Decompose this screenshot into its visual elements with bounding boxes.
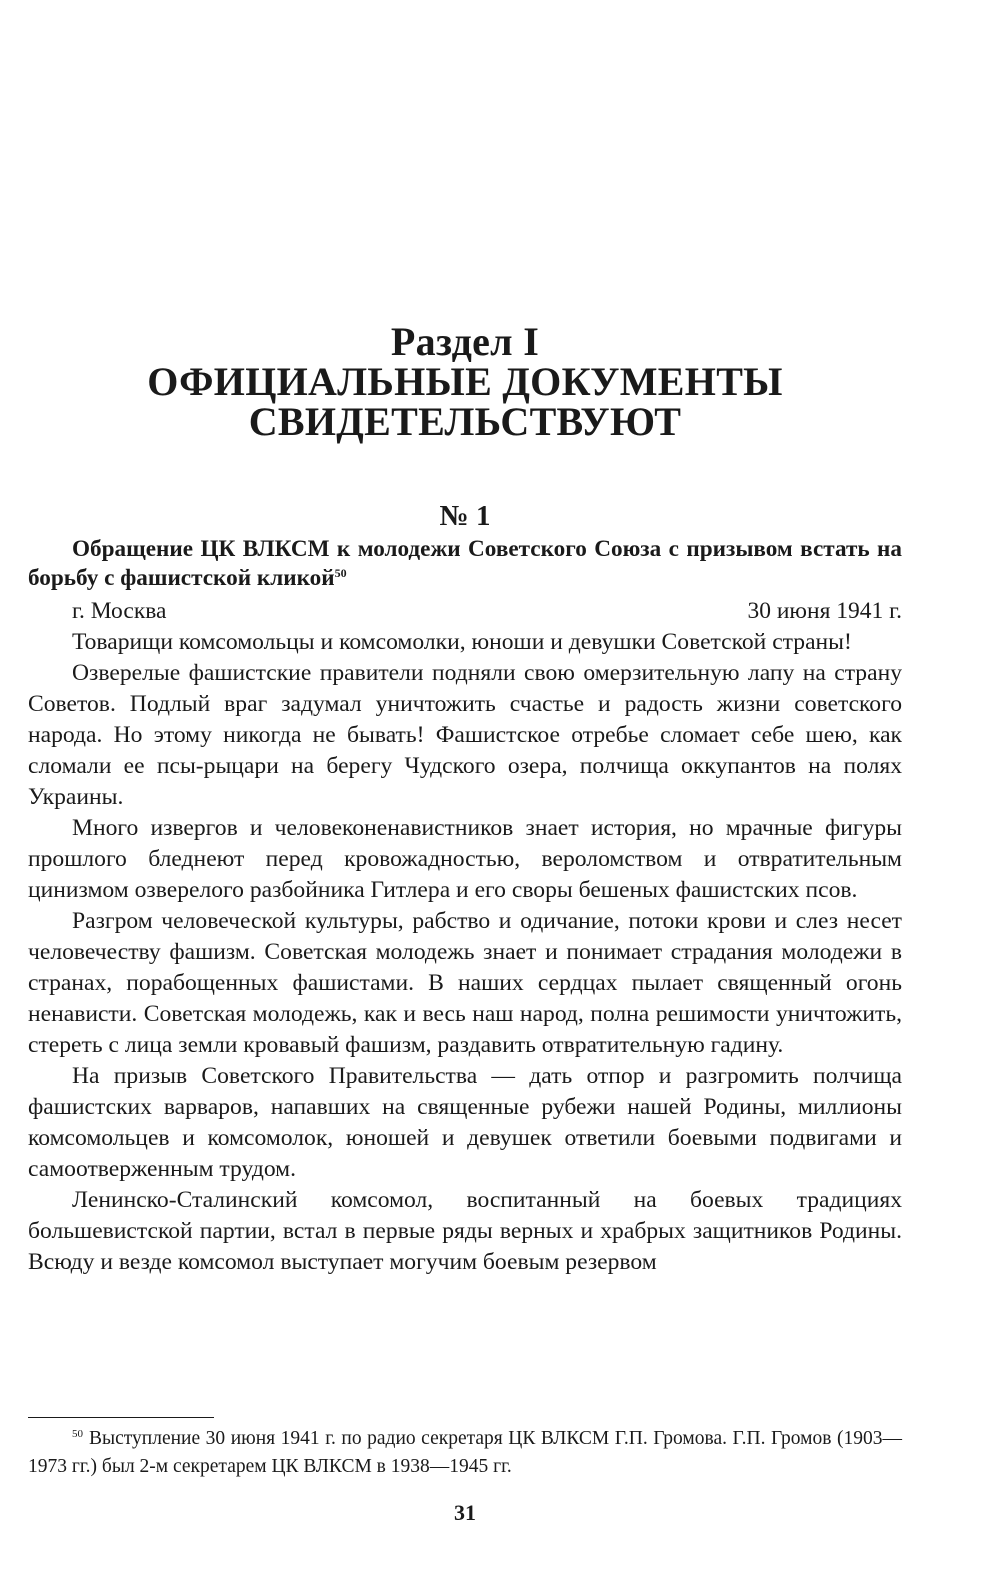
body-paragraph: Товарищи комсомольцы и комсомолки, юноши и девушки Советской страны! bbox=[72, 629, 852, 655]
section-heading bbox=[28, 319, 902, 444]
body-paragraph: Ленинско-Сталинский комсомол, воспитанный на боевых традициях большевистской партии, встал в первые ряды верных и храбрых защитников Родины. Всюду и везде комсомол выступает могучим боевым резервом bbox=[28, 1187, 902, 1275]
section-title-line-2: СВИДЕТЕЛЬСТВУЮТ bbox=[248, 399, 682, 444]
section-title-line-1: ОФИЦИАЛЬНЫЕ ДОКУМЕНТЫ bbox=[147, 359, 783, 404]
footnote bbox=[28, 1425, 902, 1481]
document-body bbox=[28, 627, 902, 1278]
document-place: г. Москва bbox=[72, 598, 167, 624]
footnote-divider bbox=[28, 1417, 214, 1418]
page-number: 31 bbox=[454, 1500, 476, 1525]
body-paragraph: На призыв Советского Правительства — дать отпор и разгромить полчища фашистских варваров, напавших на священные рубежи нашей Родины, миллионы комсомольцев и комсомолок, юношей и девушек ответили боевыми подвигами и самоотверженным трудом. bbox=[28, 1063, 902, 1182]
document-title bbox=[28, 535, 902, 593]
document-number: № 1 bbox=[439, 500, 491, 532]
document-place-date bbox=[72, 596, 902, 626]
document-date: 30 июня 1941 г. bbox=[747, 598, 902, 624]
section-label: Раздел I bbox=[390, 319, 540, 364]
book-page bbox=[28, 0, 902, 1574]
footnote-marker: 50 bbox=[72, 1428, 83, 1440]
body-paragraph: Разгром человеческой культуры, рабство и одичание, потоки крови и слез несет человечеству фашизм. Советская молодежь знает и понимает страдания молодежи в странах, порабощенных фашистами. В наших сердцах пылает священный огонь ненависти. Советская молодежь, как и весь наш народ, полна решимости уничтожить, стереть с лица земли кровавый фашизм, раздавить отвратительную гадину. bbox=[28, 908, 902, 1058]
body-paragraph: Озверелые фашистские правители подняли свою омерзительную лапу на страну Советов. Подлый враг задумал уничтожить счастье и радость жизни советского народа. Но этому никогда не бывать! Фашистское отребье сломает себе шею, как сломали ее псы-рыцари на берегу Чудского озера, полчища оккупантов на полях Украины. bbox=[28, 660, 902, 810]
footnote-reference: 50 bbox=[334, 566, 347, 580]
body-paragraph: Много извергов и человеконенавистников знает история, но мрачные фигуры прошлого бледнеют перед кровожадностью, вероломством и отвратительным цинизмом озверелого разбойника Гитлера и его своры бешеных фашистских псов. bbox=[28, 815, 902, 903]
document-title-text: Обращение ЦК ВЛКСМ к молодежи Советского Союза с призывом встать на борьбу с фашистской кликой bbox=[28, 536, 902, 591]
footnote-text: Выступление 30 июня 1941 г. по радио секретаря ЦК ВЛКСМ Г.П. Громова. Г.П. Громов (1903—1973 гг.) был 2-м секретарем ЦК ВЛКСМ в 1938—1945 гг. bbox=[28, 1428, 902, 1477]
